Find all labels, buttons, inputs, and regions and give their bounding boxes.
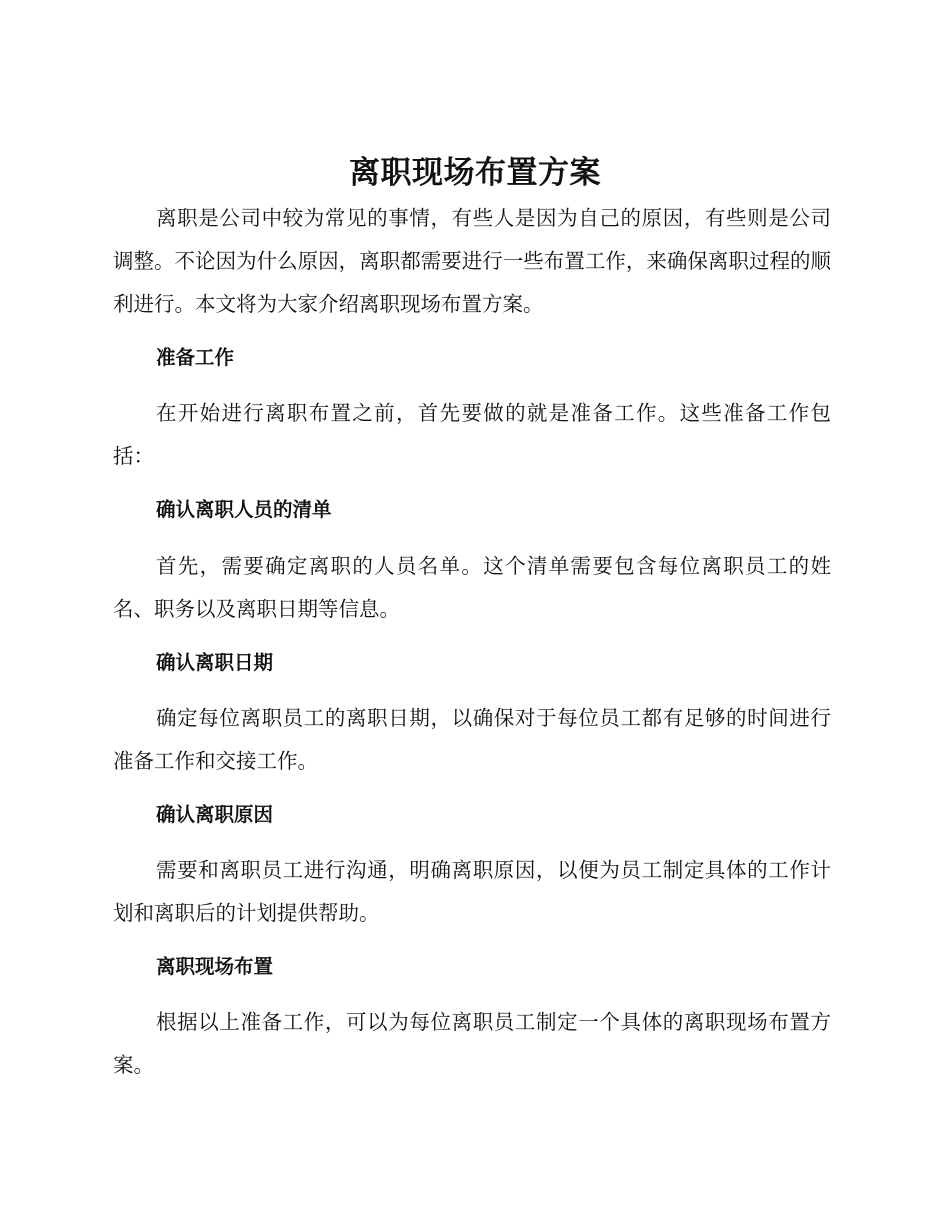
section-heading-onsite-setup: 离职现场布置 bbox=[156, 955, 274, 978]
section-body-confirm-list: 首先，需要确定离职的人员名单。这个清单需要包含每位离职员工的姓名、职务以及离职日期等信息。 bbox=[113, 554, 831, 621]
section-heading-preparation: 准备工作 bbox=[156, 346, 235, 369]
section-heading-confirm-date: 确认离职日期 bbox=[156, 651, 274, 674]
section-body-onsite-setup: 根据以上准备工作，可以为每位离职员工制定一个具体的离职现场布置方案。 bbox=[113, 1010, 831, 1077]
section-heading-confirm-list: 确认离职人员的清单 bbox=[156, 498, 332, 521]
section-body-confirm-date: 确定每位离职员工的离职日期，以确保对于每位员工都有足够的时间进行准备工作和交接工作。 bbox=[113, 706, 831, 773]
section-body-confirm-reason: 需要和离职员工进行沟通，明确离职原因，以便为员工制定具体的工作计划和离职后的计划提供帮助。 bbox=[113, 858, 831, 925]
document-title: 离职现场布置方案 bbox=[349, 155, 601, 191]
section-heading-confirm-reason: 确认离职原因 bbox=[156, 803, 274, 826]
intro-paragraph: 离职是公司中较为常见的事情，有些人是因为自己的原因，有些则是公司调整。不论因为什么原因，离职都需要进行一些布置工作，来确保离职过程的顺利进行。本文将为大家介绍离职现场布置方案。 bbox=[113, 206, 831, 316]
section-body-preparation: 在开始进行离职布置之前，首先要做的就是准备工作。这些准备工作包括： bbox=[113, 401, 831, 468]
